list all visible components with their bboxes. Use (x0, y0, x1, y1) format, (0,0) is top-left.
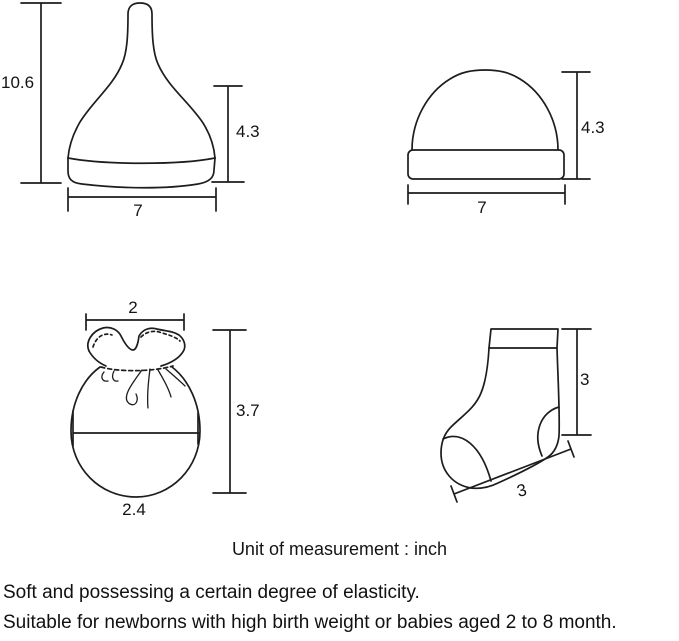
knot-hat-width-label: 7 (133, 201, 143, 220)
knot-hat-drawing (21, 3, 244, 211)
knot-hat-crown-height-label: 4.3 (236, 122, 260, 141)
beanie-width-label: 7 (477, 198, 487, 217)
knot-hat-brim-top-edge (68, 158, 215, 163)
knot-hat-height-dimension-line (21, 3, 61, 183)
sock-drawing (441, 329, 591, 502)
knot-hat-height-label: 10.6 (1, 73, 35, 92)
mitten-opening-width-label: 2 (128, 298, 138, 317)
mitten-body-outline (71, 367, 200, 497)
sock-cuff-outline (489, 329, 558, 348)
mitten-height-label: 3.7 (236, 401, 260, 420)
sock-body-outline (441, 348, 559, 488)
mitten-middle-measure-line (73, 411, 199, 446)
mitten-ruffle-left-edge (89, 351, 106, 366)
sock-toe-seam (443, 436, 491, 481)
mitten-ruffle-outline (88, 327, 185, 366)
mitten-width-label: 2.4 (122, 500, 146, 519)
description-line-2: Suitable for newborns with high birth weight or babies aged 2 to 8 month. (3, 612, 617, 633)
beanie-height-label: 4.3 (581, 118, 605, 137)
mitten-drawing (71, 314, 246, 497)
mitten-gather-dashed-line (101, 366, 173, 371)
beanie-brim-outline (408, 150, 564, 179)
mitten-drawstring-detail (102, 369, 185, 408)
beanie-dome-outline (412, 70, 558, 150)
unit-of-measurement-note: Unit of measurement : inch (231, 539, 448, 559)
description-line-1: Soft and possessing a certain degree of elasticity. (3, 582, 420, 603)
knot-hat-crown-outline (68, 3, 215, 158)
mitten-ruffle-dashed-detail-left (93, 334, 112, 347)
sock-leg-height-label: 3 (580, 370, 590, 389)
beanie-hat-drawing (408, 70, 590, 204)
sock-foot-length-label: 3 (514, 480, 529, 501)
